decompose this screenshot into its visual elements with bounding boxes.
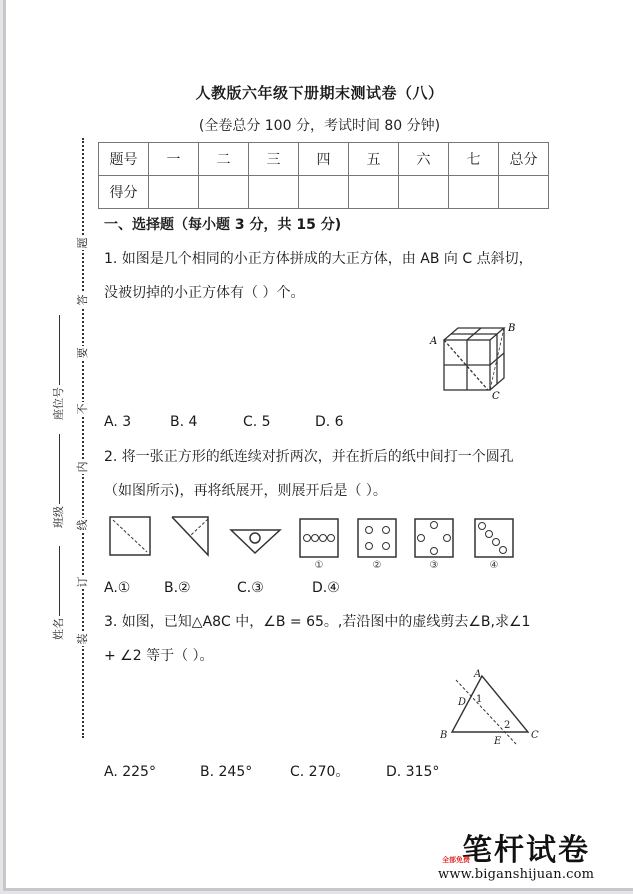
question-2-options [104,580,340,596]
angle-label-2: 2 [504,720,511,731]
option-c[interactable]: C. 270。 [290,764,350,780]
page-subtitle: (全卷总分 100 分，考试时间 80 分钟) [198,118,441,134]
table-cell: 总分 [499,143,549,176]
score-input-cell[interactable] [499,176,549,209]
brand-name: 笔杆试卷 [462,833,590,868]
figure-label-4: ④ [489,560,499,570]
score-input-cell[interactable] [349,176,399,209]
watermark-logo [438,825,594,882]
label-b: B [440,730,448,741]
page-title: 人教版六年级下册期末测试卷（八） [195,84,444,102]
class-field[interactable] [50,434,66,528]
option-a[interactable]: A. 225° [104,764,156,780]
table-cell: 四 [299,143,349,176]
paper-fold-figures [104,510,554,570]
label-a: A [474,669,482,680]
figure-label-1: ① [314,560,324,570]
brand-url: www.biganshijuan.com [438,867,595,882]
option-b[interactable]: B.② [164,580,191,596]
binding-char: 订 [76,576,89,588]
field-label: 座位号 [52,387,65,420]
question-3-options [104,761,439,781]
exam-page [3,0,633,891]
table-cell: 三 [249,143,299,176]
figure-label-2: ② [372,560,382,570]
option-b[interactable]: B. 245° [200,764,253,780]
label-a: A [430,336,438,347]
binding-char: 装 [76,633,89,645]
angle-label-1: 1 [476,694,483,705]
table-cell: 题号 [99,143,149,176]
label-c: C [531,730,539,741]
score-input-cell[interactable] [449,176,499,209]
field-underline [59,546,60,616]
score-table [98,142,549,209]
option-c[interactable]: C. 5 [243,414,271,430]
name-field[interactable] [50,546,66,640]
option-d[interactable]: D. 315° [386,764,440,780]
option-d[interactable]: D. 6 [315,414,344,430]
table-cell: 一 [149,143,199,176]
field-label: 姓名 [52,618,65,640]
score-input-cell[interactable] [399,176,449,209]
question-1-line-1: 1. 如图是几个相同的小正方体拼成的大正方体，由 AB 向 C 点斜切， [104,251,533,267]
question-1-line-2: 没被切掉的小正方体有（ ）个。 [104,285,305,301]
option-c[interactable]: C.③ [237,580,264,596]
table-cell: 得分 [99,176,149,209]
field-underline [59,315,60,385]
option-a[interactable]: A.① [104,580,131,596]
label-b: B [508,323,516,334]
option-a[interactable]: A. 3 [104,414,132,430]
label-d: D [458,697,467,708]
question-3-line-2: + ∠2 等于（ ）。 [104,648,214,664]
table-cell: 五 [349,143,399,176]
binding-char: 内 [76,461,89,473]
table-score-row [99,176,549,209]
table-header-row [99,143,549,176]
score-input-cell[interactable] [199,176,249,209]
option-b[interactable]: B. 4 [170,414,198,430]
binding-char: 线 [76,519,89,531]
cube-figure [424,320,524,400]
table-cell: 七 [449,143,499,176]
section-heading: 一、选择题（每小题 3 分，共 15 分) [104,217,342,233]
score-input-cell[interactable] [249,176,299,209]
figure-label-3: ③ [429,560,439,570]
binding-char: 不 [76,403,89,415]
label-e: E [494,736,502,747]
seat-number-field[interactable] [50,315,66,420]
field-underline [59,434,60,504]
score-input-cell[interactable] [149,176,199,209]
score-input-cell[interactable] [299,176,349,209]
table-cell: 六 [399,143,449,176]
question-2-line-1: 2. 将一张正方形的纸连续对折两次，并在折后的纸中间打一个圆孔 [104,449,514,465]
binding-char: 题 [76,237,89,249]
free-badge: 全部免费 [442,856,470,864]
question-1-options [104,414,344,430]
binding-char: 要 [76,347,89,359]
binding-dotted-line [82,138,84,738]
question-2-line-2: （如图所示)，再将纸展开，则展开后是（ ）。 [104,483,387,499]
option-d[interactable]: D.④ [312,580,340,596]
field-label: 班级 [52,506,65,528]
table-cell: 二 [199,143,249,176]
question-3-line-1: 3. 如图，已知△A8C 中，∠B = 65。,若沿图中的虚线剪去∠B,求∠1 [104,614,531,630]
label-c: C [492,391,500,400]
binding-char: 答 [76,294,89,306]
triangle-figure [434,668,549,748]
